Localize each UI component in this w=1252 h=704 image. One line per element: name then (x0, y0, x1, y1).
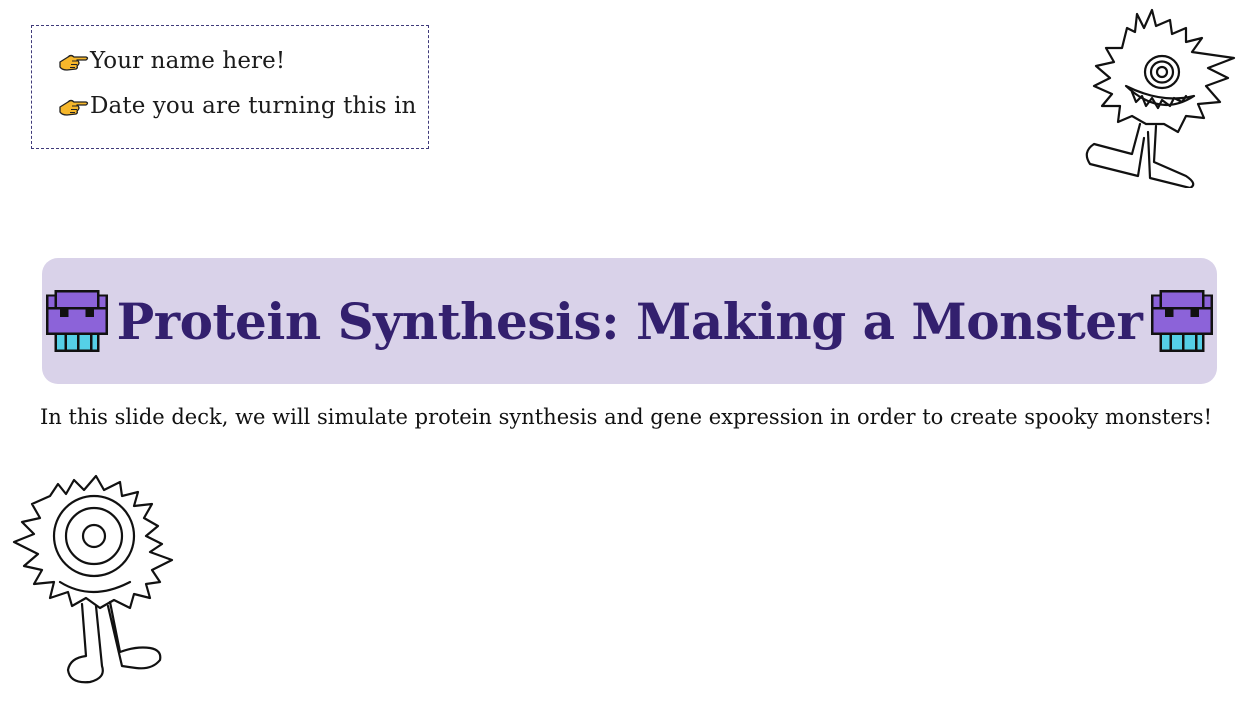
date-placeholder-text: Date you are turning this in (90, 93, 417, 119)
name-placeholder-text: Your name here! (90, 48, 286, 74)
pointing-hand-icon (58, 94, 90, 118)
furry-monster-drawing (10, 470, 190, 692)
alien-monster-icon (43, 287, 111, 355)
subtitle-text[interactable]: In this slide deck, we will simulate protein synthesis and gene expression in order to create spooky monsters! (39, 405, 1213, 429)
pointing-hand-icon (58, 49, 90, 73)
name-line[interactable] (58, 48, 285, 74)
title-banner[interactable] (42, 258, 1217, 384)
student-info-box[interactable] (31, 25, 429, 149)
one-eyed-monster-drawing (1082, 6, 1240, 188)
date-line[interactable] (58, 93, 416, 119)
alien-monster-icon (1148, 287, 1216, 355)
page-title: Protein Synthesis: Making a Monster (116, 291, 1143, 351)
